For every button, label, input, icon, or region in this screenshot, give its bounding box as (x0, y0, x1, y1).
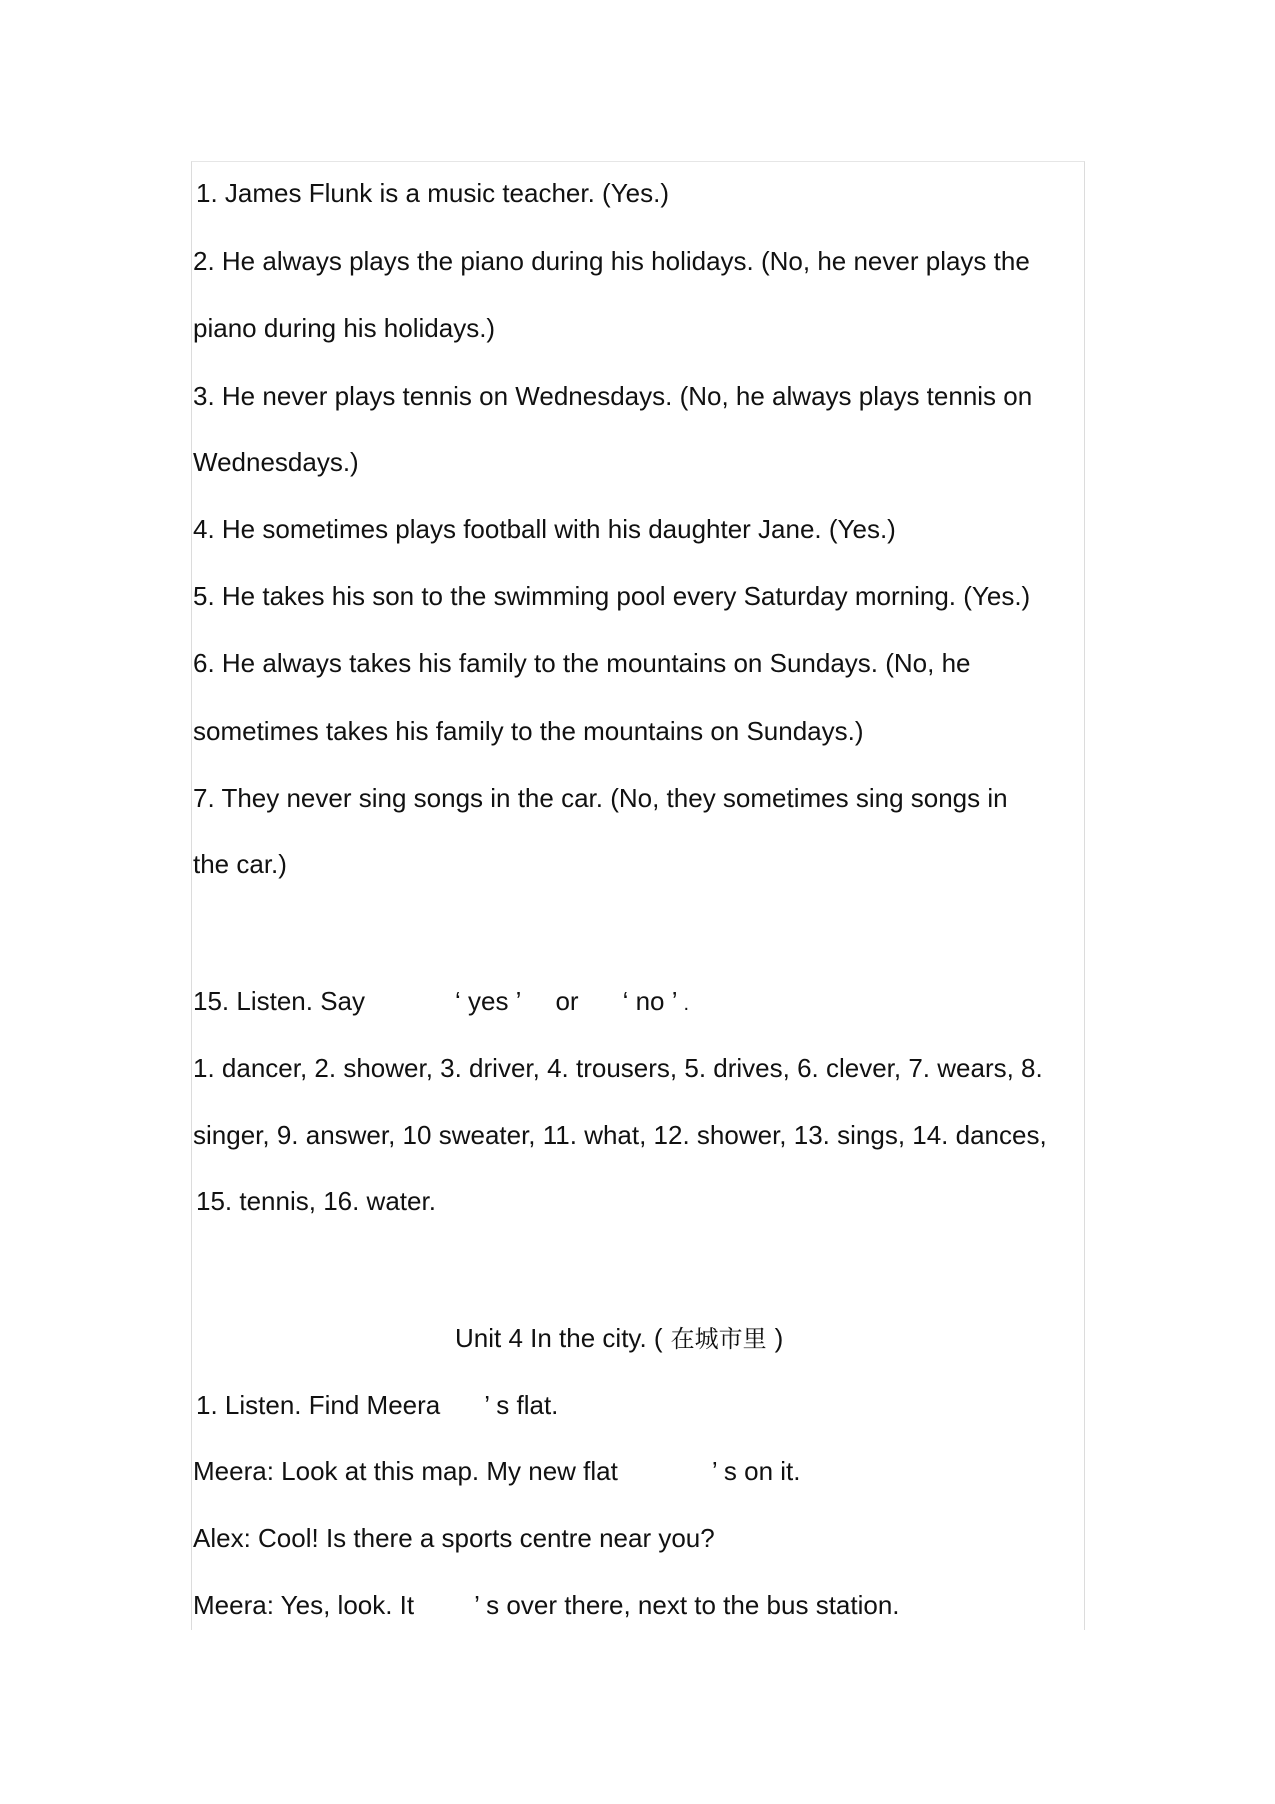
unit-title-close: ) (774, 1323, 784, 1353)
answer-line-1: 1. James Flunk is a music teacher. (Yes.) (196, 178, 670, 208)
dialogue-line-2: Alex: Cool! Is there a sports centre near you? (193, 1523, 715, 1553)
task-instruction (196, 1389, 558, 1421)
task-instruction-b: ’ s flat. (484, 1390, 559, 1420)
exercise-15-heading (193, 985, 689, 1020)
unit-title-chinese: 在城市里 (670, 1325, 767, 1353)
dialogue-line-3 (193, 1589, 900, 1621)
answer-line-2-cont: piano during his holidays.) (193, 313, 496, 343)
or-word: or (555, 986, 579, 1016)
answer-line-6: 6. He always takes his family to the mountains on Sundays. (No, he (193, 648, 971, 678)
unit-title-text: Unit 4 In the city. ( (455, 1323, 663, 1353)
answer-line-3: 3. He never plays tennis on Wednesdays. (No, he always plays tennis on (193, 381, 1033, 411)
dialogue-line-1-a: Meera: Look at this map. My new flat (193, 1456, 618, 1486)
answer-line-3-cont: Wednesdays.) (193, 447, 359, 477)
answer-line-2: 2. He always plays the piano during his holidays. (No, he never plays the (193, 246, 1030, 276)
no-option: ‘ no ’ (622, 986, 678, 1016)
word-list-line-3: 15. tennis, 16. water. (196, 1186, 436, 1216)
answer-line-4: 4. He sometimes plays football with his daughter Jane. (Yes.) (193, 514, 896, 544)
answer-line-6-cont: sometimes takes his family to the mountains on Sundays.) (193, 716, 864, 746)
answer-line-7: 7. They never sing songs in the car. (No, they sometimes sing songs in (193, 783, 1008, 813)
dialogue-line-3-b: ’ s over there, next to the bus station. (474, 1590, 900, 1620)
word-list-line-2: singer, 9. answer, 10 sweater, 11. what, 12. shower, 13. sings, 14. dances, (193, 1120, 1047, 1150)
dialogue-line-1-b: ’ s on it. (711, 1456, 801, 1486)
task-instruction-a: 1. Listen. Find Meera (196, 1390, 441, 1420)
unit-title (455, 1322, 783, 1355)
answer-line-7-cont: the car.) (193, 849, 287, 879)
answer-line-5: 5. He takes his son to the swimming pool every Saturday morning. (Yes.) (193, 581, 1031, 611)
exercise-15-title: 15. Listen. Say (193, 986, 365, 1016)
dialogue-line-3-a: Meera: Yes, look. It (193, 1590, 415, 1620)
dialogue-line-1 (193, 1455, 801, 1487)
yes-option: ‘ yes ’ (455, 986, 522, 1016)
word-list-line-1: 1. dancer, 2. shower, 3. driver, 4. trousers, 5. drives, 6. clever, 7. wears, 8. (193, 1053, 1043, 1083)
heading-period: . (683, 993, 690, 1015)
